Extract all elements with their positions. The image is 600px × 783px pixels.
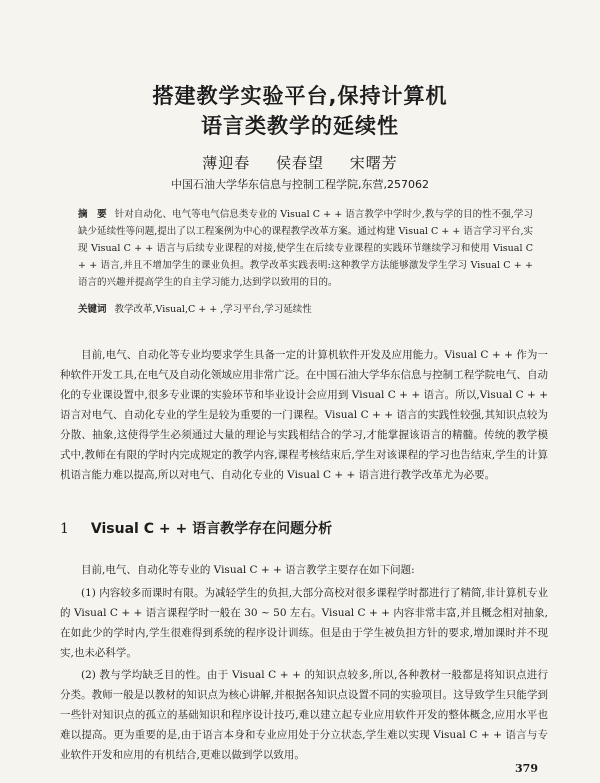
section-lead-paragraph: 目前,电气、自动化等专业的 Visual C + + 语言教学主要存在如下问题: (81, 564, 415, 576)
section-number: 1 (60, 521, 69, 537)
page-number: 379 (515, 762, 538, 775)
keywords (78, 302, 533, 317)
title-line-2: 语言类教学的延续性 (201, 114, 399, 138)
section-title: Visual C + + 语言教学存在问题分析 (90, 521, 333, 537)
problem-2-paragraph: (2) 教与学均缺乏目的性。由于 Visual C + + 的知识点较多,所以,各种教材一般都是将知识点进行分类。教师一般是以教材的知识点为核心讲解,并根据各知识点设置不同的实验项目。这导致学生只能学到一些针对知识点的孤立的基础知识和程序设计技巧,难以建立起专业应用软件开发的整体概念,应用水平也难以提高。更为重要的是,由于语言本身和专业应用处于分立状态,学生难以实现 Visual C + + 语言与专业软件开发和应用的有机结合,更难以做到学以致用。 (60, 669, 548, 761)
keywords-text: 教学改革,Visual,C + + ,学习平台,学习延续性 (114, 304, 312, 315)
author-3: 宋曙芳 (349, 154, 398, 172)
keywords-label: 关键词 (78, 304, 107, 315)
problem-1-paragraph: (1) 内容较多而课时有限。为减轻学生的负担,大部分高校对很多课程学时都进行了精简,非计算机专业的 Visual C + + 语言课程学时一般在 30 ~ 50 左右。Visual C + + 内容非常丰富,并且概念相对抽象,在如此少的学时内,学生很难得到系统的程序设计训练。但是由于学生被负担方针的要求,增加课时并不现实,也未必科学。 (60, 587, 548, 659)
title-line-1: 搭建教学实验平台,保持计算机 (152, 84, 448, 108)
abstract-label: 摘 要 (78, 209, 107, 220)
section-heading (60, 518, 548, 538)
abstract-text: 针对自动化、电气等电气信息类专业的 Visual C + + 语言教学中学时少,教与学的目的性不强,学习缺少延续性等问题,提出了以工程案例为中心的课程教学改革方案。通过构建 Visual C + + 语言学习平台,实现 Visual C + + 语言与后续专业课程的对接,使学生在后续专业课程的实践环节继续学习和使用 Visual C + + 语言,并且不增加学生的课业负担。教学改革实践表明:这种教学方法能够激发学生学习 Visual C + + 语言的兴趣并提高学生的自主学习能力,达到学以致用的目的。 (78, 209, 533, 288)
author-2: 侯春望 (275, 154, 324, 172)
abstract (78, 206, 533, 291)
author-list (0, 152, 600, 173)
intro-paragraph: 目前,电气、自动化等专业均要求学生具备一定的计算机软件开发及应用能力。Visual C + + 作为一种软件开发工具,在电气及自动化领域应用非常广泛。在中国石油大学华东信息与控制工程学院电气、自动化的专业课设置中,很多专业课的实验环节和毕业设计会应用到 Visual C + + 语言。所以,Visual C + + 语言对电气、自动化专业的学生是较为重要的一门课程。Visual C + + 语言的实践性较强,其知识点较为分散、抽象,这使得学生必须通过大量的理论与实践相结合的学习,才能掌握该语言的精髓。传统的教学模式中,教师在有限的学时内完成规定的教学内容,课程考核结束后,学生对该课程的学习也告结束,学生的计算机语言能力难以提高,所以对电气、自动化专业的 Visual C + + 语言进行教学改革尤为必要。 (60, 349, 548, 481)
author-1: 薄迎春 (202, 154, 251, 172)
affiliation: 中国石油大学华东信息与控制工程学院,东营,257062 (171, 178, 429, 191)
